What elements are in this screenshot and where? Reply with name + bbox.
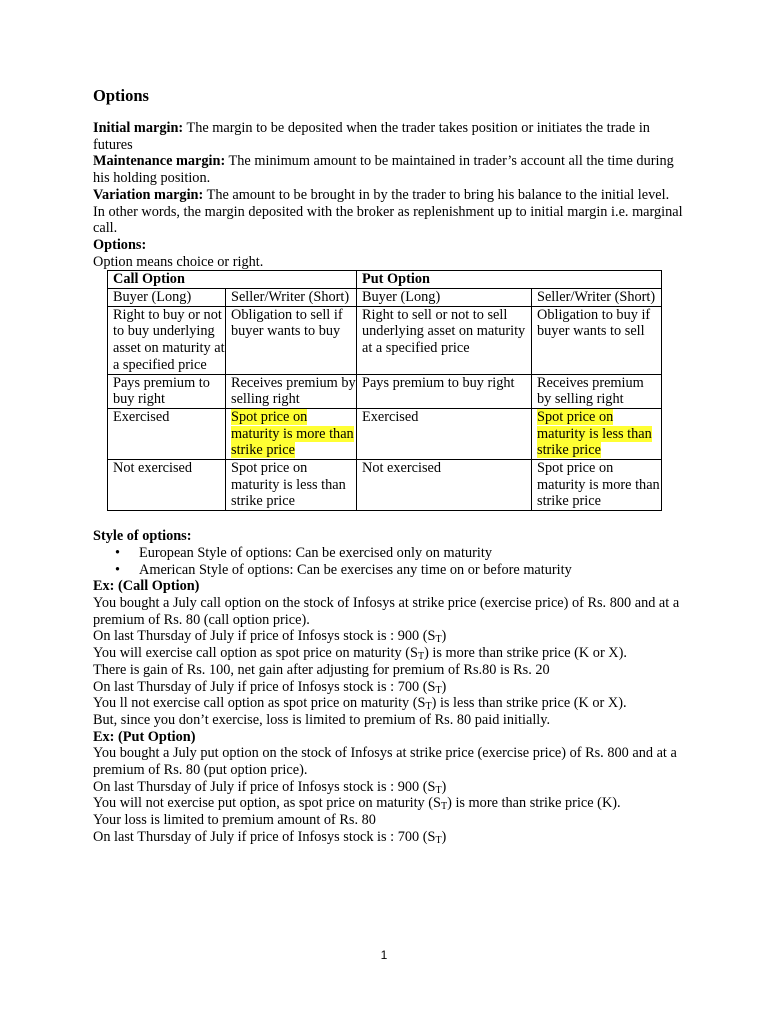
subscript-t: T (435, 834, 442, 846)
page-title: Options (93, 86, 149, 105)
put-option-header (357, 271, 662, 289)
options-heading-label: Options: (93, 236, 147, 253)
text-run: ) is more than strike price (K or X). (424, 645, 627, 662)
text-run: ) is more than strike price (K). (447, 795, 621, 812)
maintenance-margin-paragraph (93, 153, 683, 186)
table-row (108, 408, 662, 459)
call-example-line: You bought a July call option on the stock of Infosys at strike price (exercise price) of Rs. 800 and at a premium of Rs. 80 (call option price). (93, 594, 680, 628)
put-example-line (93, 795, 683, 812)
text-run: On last Thursday of July if price of Infosys stock is : 900 (S (93, 628, 436, 645)
list-item: • American Style of options: Can be exercises any time on or before maturity (115, 562, 683, 579)
put-example-heading-label: Ex: (Put Option) (93, 728, 196, 745)
table-row (108, 306, 662, 374)
initial-margin-paragraph (93, 120, 683, 153)
styles-list (93, 545, 683, 578)
style-heading (93, 528, 683, 545)
maintenance-margin-text: The minimum amount to be maintained in trader’s account all the time during his holding position. (93, 153, 674, 187)
table-cell: Buyer (Long) (357, 289, 532, 307)
subscript-t: T (435, 684, 442, 696)
subscript-t: T (425, 701, 432, 713)
put-example-heading (93, 729, 683, 746)
table-cell: Receives premium by selling right (532, 374, 662, 408)
text-run: ) is less than strike price (K or X). (431, 695, 627, 712)
initial-margin-label: Initial margin: (93, 120, 184, 136)
text-run: You ll not exercise call option as spot price on maturity (S (93, 695, 426, 712)
table-row (108, 374, 662, 408)
table-cell: Seller/Writer (Short) (532, 289, 662, 307)
table-cell: Pays premium to buy right (108, 374, 226, 408)
variation-margin-text: The amount to be brought in by the trader to bring his balance to the initial level. In other words, the margin deposited with the broker as replenishment up to initial margin i.e. marginal call. (93, 186, 683, 237)
call-option-header-label: Call Option (113, 271, 185, 288)
options-table (107, 270, 662, 511)
call-example-line: On last Thursday of July if price of Infosys stock is : 700 $(S_T)$ (93, 678, 447, 696)
table-cell: Not exercised (357, 460, 532, 511)
table-cell: Right to buy or not to buy underlying asset on maturity at a specified price (108, 306, 226, 374)
table-cell: Buyer (Long) (108, 289, 226, 307)
options-heading (93, 237, 683, 254)
style-heading-label: Style of options: (93, 528, 192, 545)
options-definition: Option means choice or right. (93, 253, 264, 270)
call-example-heading (93, 578, 683, 595)
table-cell: Spot price on maturity is less than strike price (226, 460, 357, 511)
subscript-t: T (441, 801, 448, 813)
call-example-line (93, 645, 683, 662)
call-example-line: But, since you don’t exercise, loss is limited to premium of Rs. 80 paid initially. (93, 711, 551, 728)
variation-margin-label: Variation margin: (93, 186, 204, 203)
variation-margin-paragraph (93, 187, 683, 237)
table-header-row (108, 271, 662, 289)
call-option-header (108, 271, 357, 289)
table-cell: Spot price on maturity is more than strike price (532, 460, 662, 511)
subscript-t: T (435, 634, 442, 646)
put-option-header-label: Put Option (362, 271, 430, 288)
highlighted-text: Spot price on maturity is less than strike price (537, 408, 652, 459)
highlighted-text: Spot price on maturity is more than strike price (231, 408, 354, 459)
table-cell: Exercised (357, 408, 532, 459)
call-example-line: There is gain of Rs. 100, net gain after adjusting for premium of Rs.80 is Rs. 20 (93, 661, 550, 678)
list-item: • European Style of options: Can be exercised only on maturity (115, 545, 683, 562)
subscript-t: T (417, 651, 425, 663)
call-example-heading-label: Ex: (Call Option) (93, 578, 200, 595)
table-cell: Obligation to sell if buyer wants to buy (226, 306, 357, 374)
call-example-line (93, 695, 683, 712)
table-cell: Pays premium to buy right (357, 374, 532, 408)
text-run: On last Thursday of July if price of Infosys stock is : 700 (S (93, 828, 436, 845)
table-row (108, 460, 662, 511)
table-cell-highlighted (532, 408, 662, 459)
put-example-line: Your loss is limited to premium amount of Rs. 80 (93, 812, 376, 829)
table-cell: Right to sell or not to sell underlying asset on maturity at a specified price (357, 306, 532, 374)
table-row (108, 289, 662, 307)
initial-margin-text: The margin to be deposited when the trader takes position or initiates the trade in futures (93, 120, 650, 153)
table-cell-highlighted (226, 408, 357, 459)
text-run: You will exercise call option as spot price on maturity (S (93, 645, 418, 662)
put-example-line: You bought a July put option on the stock of Infosys at strike price (exercise price) of Rs. 800 and at a premium of Rs. 80 (put option price). (93, 745, 677, 779)
table-cell: Exercised (108, 408, 226, 459)
page-number: 1 (380, 948, 388, 962)
text-run: On last Thursday of July if price of Infosys stock is : 700 (S (93, 678, 436, 695)
subscript-t: T (435, 784, 442, 796)
call-example-line: On last Thursday of July if price of Infosys stock is : 900 $(S_T)$ (93, 628, 447, 646)
table-cell: Not exercised (108, 460, 226, 511)
table-cell: Seller/Writer (Short) (226, 289, 357, 307)
maintenance-margin-label: Maintenance margin: (93, 153, 226, 170)
spacer (93, 511, 683, 528)
put-example-line: On last Thursday of July if price of Infosys stock is : 700 $(S_T)$ (93, 828, 447, 846)
put-example-line: On last Thursday of July if price of Infosys stock is : 900 $(S_T)$ (93, 778, 447, 796)
table-cell: Receives premium by selling right (226, 374, 357, 408)
document-page (93, 86, 683, 846)
text-run: On last Thursday of July if price of Infosys stock is : 900 (S (93, 778, 436, 795)
text-run: You will not exercise put option, as spot price on maturity (S (93, 795, 441, 812)
table-cell: Obligation to buy if buyer wants to sell (532, 306, 662, 374)
